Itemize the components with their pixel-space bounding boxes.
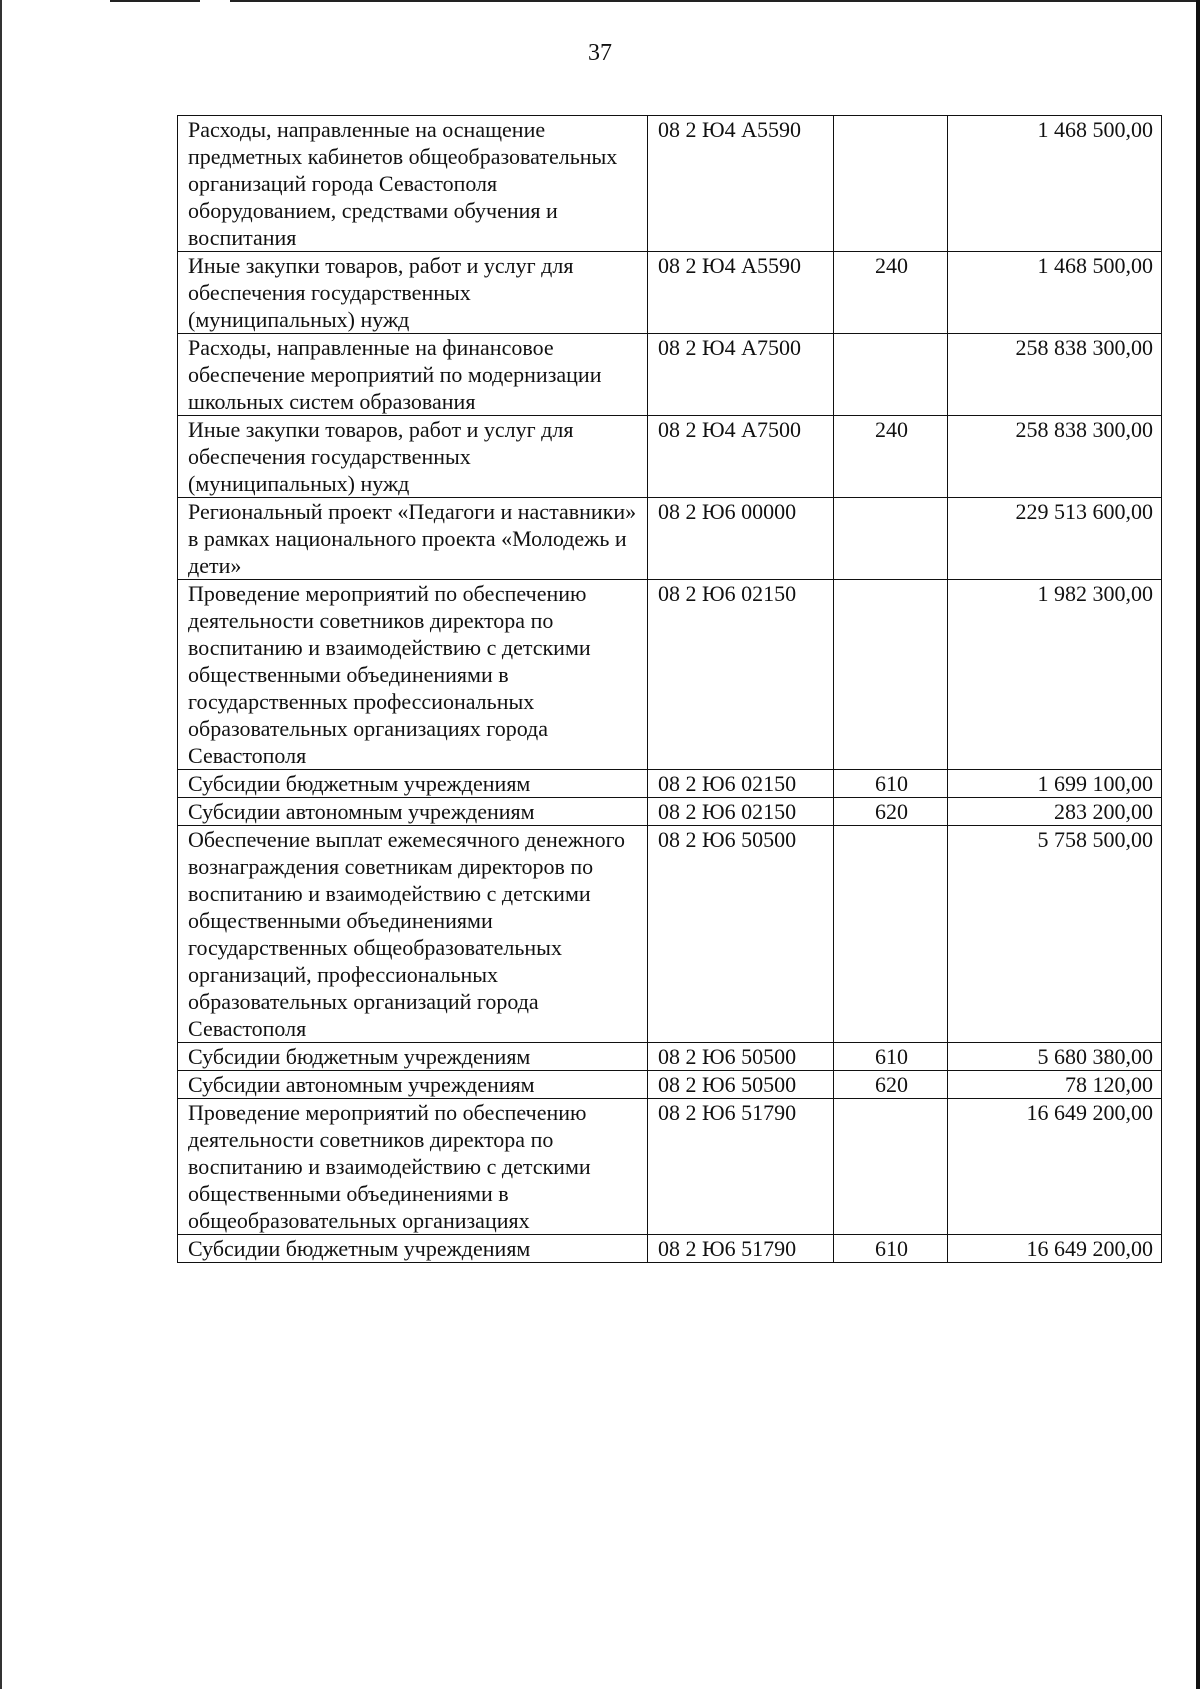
expense-type-code-cell [834,498,948,580]
target-article-code-cell: 08 2 Ю6 51790 [648,1099,834,1235]
target-article-code-cell: 08 2 Ю6 02150 [648,798,834,826]
table-row [178,252,1162,334]
target-article-code-cell: 08 2 Ю4 А7500 [648,416,834,498]
amount-cell: 16 649 200,00 [948,1099,1162,1235]
table-row [178,1235,1162,1263]
expense-type-code-cell: 620 [834,798,948,826]
budget-table-body [178,116,1162,1263]
expense-name-cell: Субсидии автономным учреждениям [178,798,648,826]
expense-name-cell: Иные закупки товаров, работ и услуг для обеспечения государственных (муниципальных) нужд [178,416,648,498]
expense-type-code-cell: 610 [834,1235,948,1263]
scan-edge-mark [110,0,200,2]
scan-edge-mark [1196,0,1200,1689]
expense-name-cell: Проведение мероприятий по обеспечению деятельности советников директора по воспитанию и взаимодействию с детскими общественными объединениями в общеобразовательных организациях [178,1099,648,1235]
target-article-code-cell: 08 2 Ю6 50500 [648,826,834,1043]
expense-name-cell: Обеспечение выплат ежемесячного денежного вознаграждения советникам директоров по воспитанию и взаимодействию с детскими общественными объединениями государственных общеобразовательных организаций, профессиональных образовательных организаций города Севастополя [178,826,648,1043]
target-article-code-cell: 08 2 Ю6 51790 [648,1235,834,1263]
table-row [178,798,1162,826]
budget-table [177,115,1162,1263]
expense-type-code-cell [834,116,948,252]
target-article-code-cell: 08 2 Ю6 50500 [648,1071,834,1099]
target-article-code-cell: 08 2 Ю6 02150 [648,770,834,798]
amount-cell: 1 468 500,00 [948,116,1162,252]
expense-name-cell: Субсидии бюджетным учреждениям [178,1235,648,1263]
expense-type-code-cell [834,580,948,770]
amount-cell: 1 699 100,00 [948,770,1162,798]
expense-type-code-cell: 610 [834,770,948,798]
amount-cell: 258 838 300,00 [948,416,1162,498]
table-row [178,826,1162,1043]
expense-type-code-cell: 240 [834,416,948,498]
table-row [178,416,1162,498]
expense-name-cell: Проведение мероприятий по обеспечению деятельности советников директора по воспитанию и взаимодействию с детскими общественными объединениями в государственных профессиональных образовательных организациях города Севастополя [178,580,648,770]
table-row [178,1071,1162,1099]
expense-type-code-cell: 610 [834,1043,948,1071]
amount-cell: 16 649 200,00 [948,1235,1162,1263]
target-article-code-cell: 08 2 Ю6 50500 [648,1043,834,1071]
table-row [178,334,1162,416]
amount-cell: 258 838 300,00 [948,334,1162,416]
expense-type-code-cell: 240 [834,252,948,334]
expense-name-cell: Региональный проект «Педагоги и наставники» в рамках национального проекта «Молодежь и дети» [178,498,648,580]
table-row [178,1099,1162,1235]
table-row [178,770,1162,798]
expense-type-code-cell: 620 [834,1071,948,1099]
target-article-code-cell: 08 2 Ю4 А5590 [648,116,834,252]
expense-type-code-cell [834,1099,948,1235]
table-row [178,116,1162,252]
scan-edge-mark [0,0,2,1689]
amount-cell: 1 468 500,00 [948,252,1162,334]
expense-name-cell: Субсидии бюджетным учреждениям [178,1043,648,1071]
expense-name-cell: Расходы, направленные на оснащение предметных кабинетов общеобразовательных организаций города Севастополя оборудованием, средствами обучения и воспитания [178,116,648,252]
expense-name-cell: Субсидии бюджетным учреждениям [178,770,648,798]
table-row [178,498,1162,580]
amount-cell: 5 758 500,00 [948,826,1162,1043]
amount-cell: 1 982 300,00 [948,580,1162,770]
amount-cell: 229 513 600,00 [948,498,1162,580]
page-number: 37 [588,40,612,66]
target-article-code-cell: 08 2 Ю4 А5590 [648,252,834,334]
amount-cell: 5 680 380,00 [948,1043,1162,1071]
table-row [178,1043,1162,1071]
expense-name-cell: Иные закупки товаров, работ и услуг для обеспечения государственных (муниципальных) нужд [178,252,648,334]
target-article-code-cell: 08 2 Ю4 А7500 [648,334,834,416]
target-article-code-cell: 08 2 Ю6 00000 [648,498,834,580]
expense-name-cell: Субсидии автономным учреждениям [178,1071,648,1099]
expense-name-cell: Расходы, направленные на финансовое обеспечение мероприятий по модернизации школьных систем образования [178,334,648,416]
expense-type-code-cell [834,826,948,1043]
expense-type-code-cell [834,334,948,416]
amount-cell: 78 120,00 [948,1071,1162,1099]
table-row [178,580,1162,770]
amount-cell: 283 200,00 [948,798,1162,826]
scan-edge-mark [230,0,1200,2]
target-article-code-cell: 08 2 Ю6 02150 [648,580,834,770]
